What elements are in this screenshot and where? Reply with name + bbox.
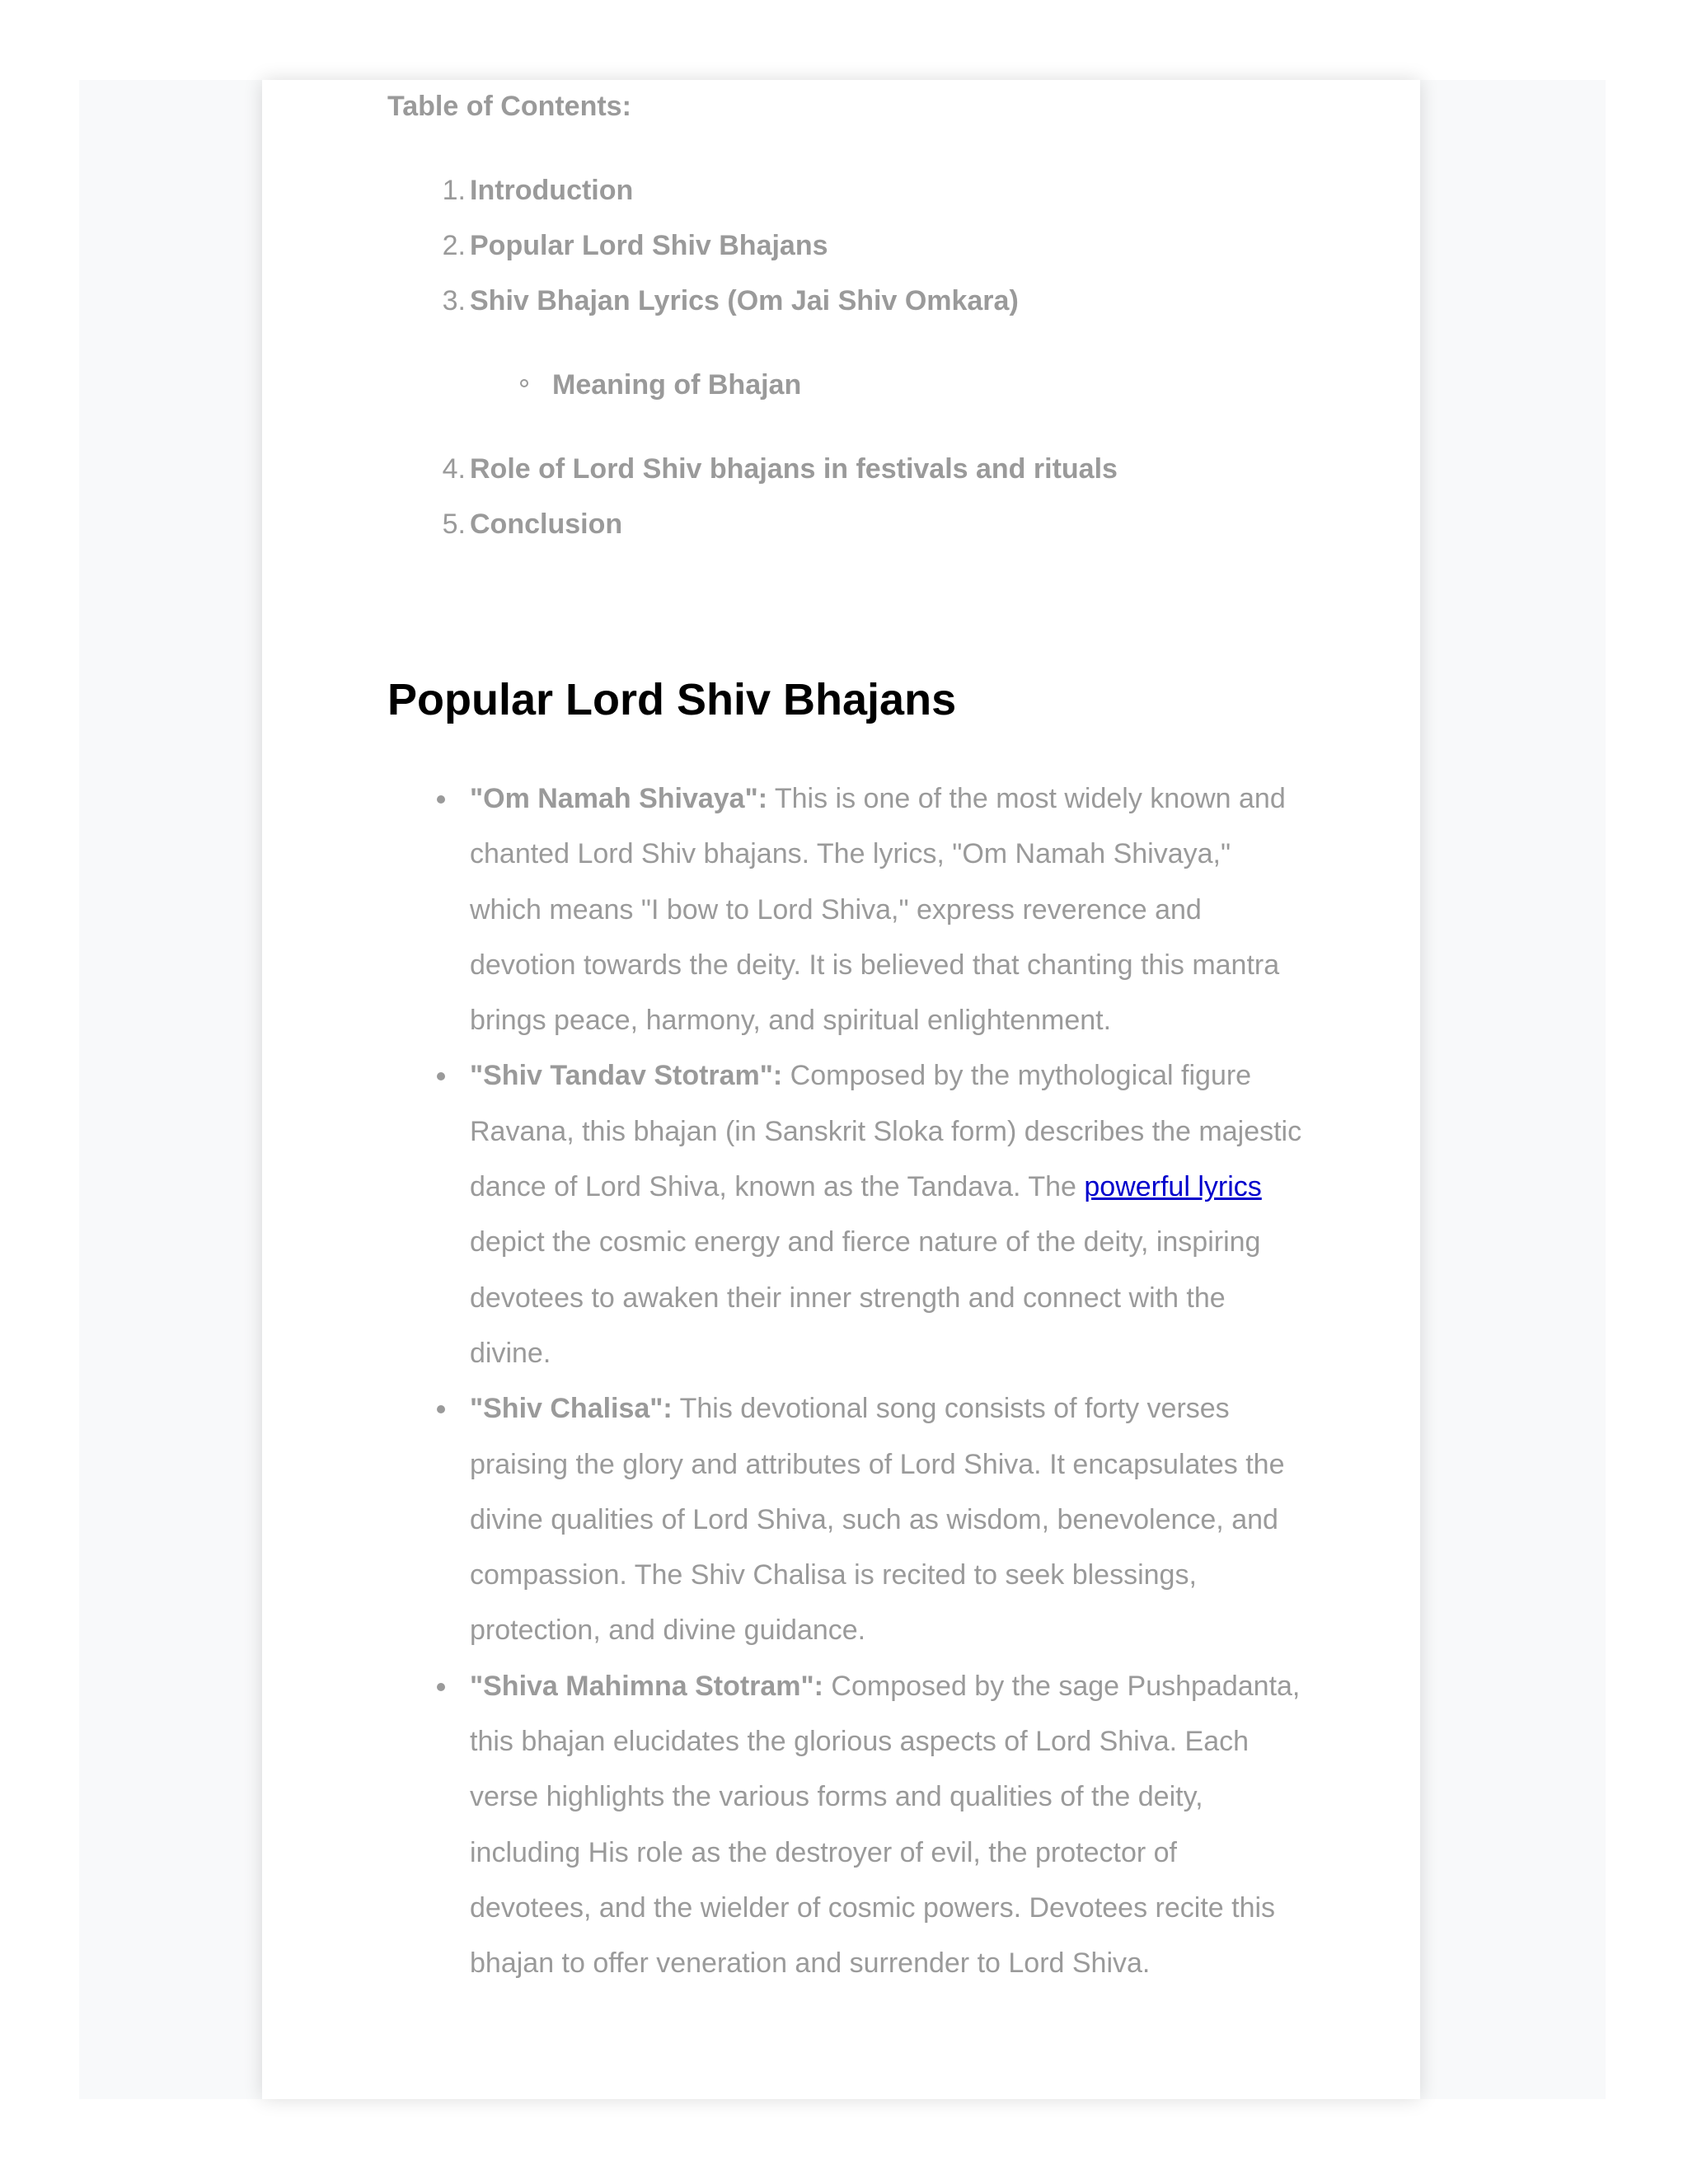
toc-item-label: Role of Lord Shiv bhajans in festivals and rituals <box>470 453 1118 485</box>
section-heading: Popular Lord Shiv Bhajans <box>387 675 957 724</box>
toc-subitem-label: Meaning of Bhajan <box>552 369 802 401</box>
list-item <box>387 1381 1302 1658</box>
bhajan-description: This devotional song consists of forty verses praising the glory and attributes of Lord Shiva. It encapsulates the divine qualities of Lord Shiva, such as wisdom, benevolence, and compassion. The Shiv Chalisa is recited to seek blessings, protection, and divine guidance. <box>470 1393 1285 1647</box>
toc-title: Table of Contents: <box>387 91 631 122</box>
bhajan-name: "Shiva Mahimna Stotram": <box>470 1670 823 1702</box>
document-page <box>262 80 1420 2099</box>
bullet-icon <box>437 1072 445 1080</box>
bhajan-description-continued: depict the cosmic energy and fierce nature of the deity, inspiring devotees to awaken their inner strength and connect with the divine. <box>470 1226 1261 1369</box>
bhajan-name: "Shiv Chalisa": <box>470 1393 673 1425</box>
toc-item-label: Introduction <box>470 175 634 206</box>
bhajan-list <box>387 771 1302 1992</box>
toc-item-number: 5 . <box>387 508 466 541</box>
powerful-lyrics-link[interactable]: powerful lyrics <box>1084 1171 1262 1203</box>
bhajan-name: "Shiv Tandav Stotram": <box>470 1060 783 1092</box>
toc-item-label: Popular Lord Shiv Bhajans <box>470 230 828 261</box>
list-item <box>387 771 1302 1048</box>
bullet-icon <box>437 795 445 804</box>
bullet-icon <box>437 1683 445 1691</box>
list-item <box>387 1659 1302 1992</box>
toc-item-number: 4 . <box>387 452 466 485</box>
bhajan-name: "Om Namah Shivaya": <box>470 783 768 814</box>
list-item <box>387 1048 1302 1381</box>
bhajan-description: This is one of the most widely known and chanted Lord Shiv bhajans. The lyrics, "Om Namah Shivaya," which means "I bow to Lord Shiva," express reverence and devotion towards the deity. It is believed that chanting this mantra brings peace, harmony, and spiritual enlightenment. <box>470 783 1286 1037</box>
toc-item-number: 1 . <box>387 174 466 207</box>
bhajan-description: Composed by the sage Pushpadanta, this bhajan elucidates the glorious aspects of Lord Shiva. Each verse highlights the various forms and qualities of the deity, including His role as the destroyer of evil, the protector of devotees, and the wielder of cosmic powers. Devotees recite this bhajan to offer veneration and surrender to Lord Shiva. <box>470 1670 1301 1980</box>
toc-item-label: Shiv Bhajan Lyrics (Om Jai Shiv Omkara) <box>470 285 1019 316</box>
circle-bullet-icon <box>520 379 528 387</box>
bhajan-description: Composed by the mythological figure Ravana, this bhajan (in Sanskrit Sloka form) describes the majestic dance of Lord Shiva, known as the Tandava. The <box>470 1060 1302 1203</box>
bullet-icon <box>437 1405 445 1413</box>
toc-item-number: 3 . <box>387 284 466 317</box>
toc-item-label: Conclusion <box>470 509 623 540</box>
toc-item-number: 2 . <box>387 229 466 262</box>
